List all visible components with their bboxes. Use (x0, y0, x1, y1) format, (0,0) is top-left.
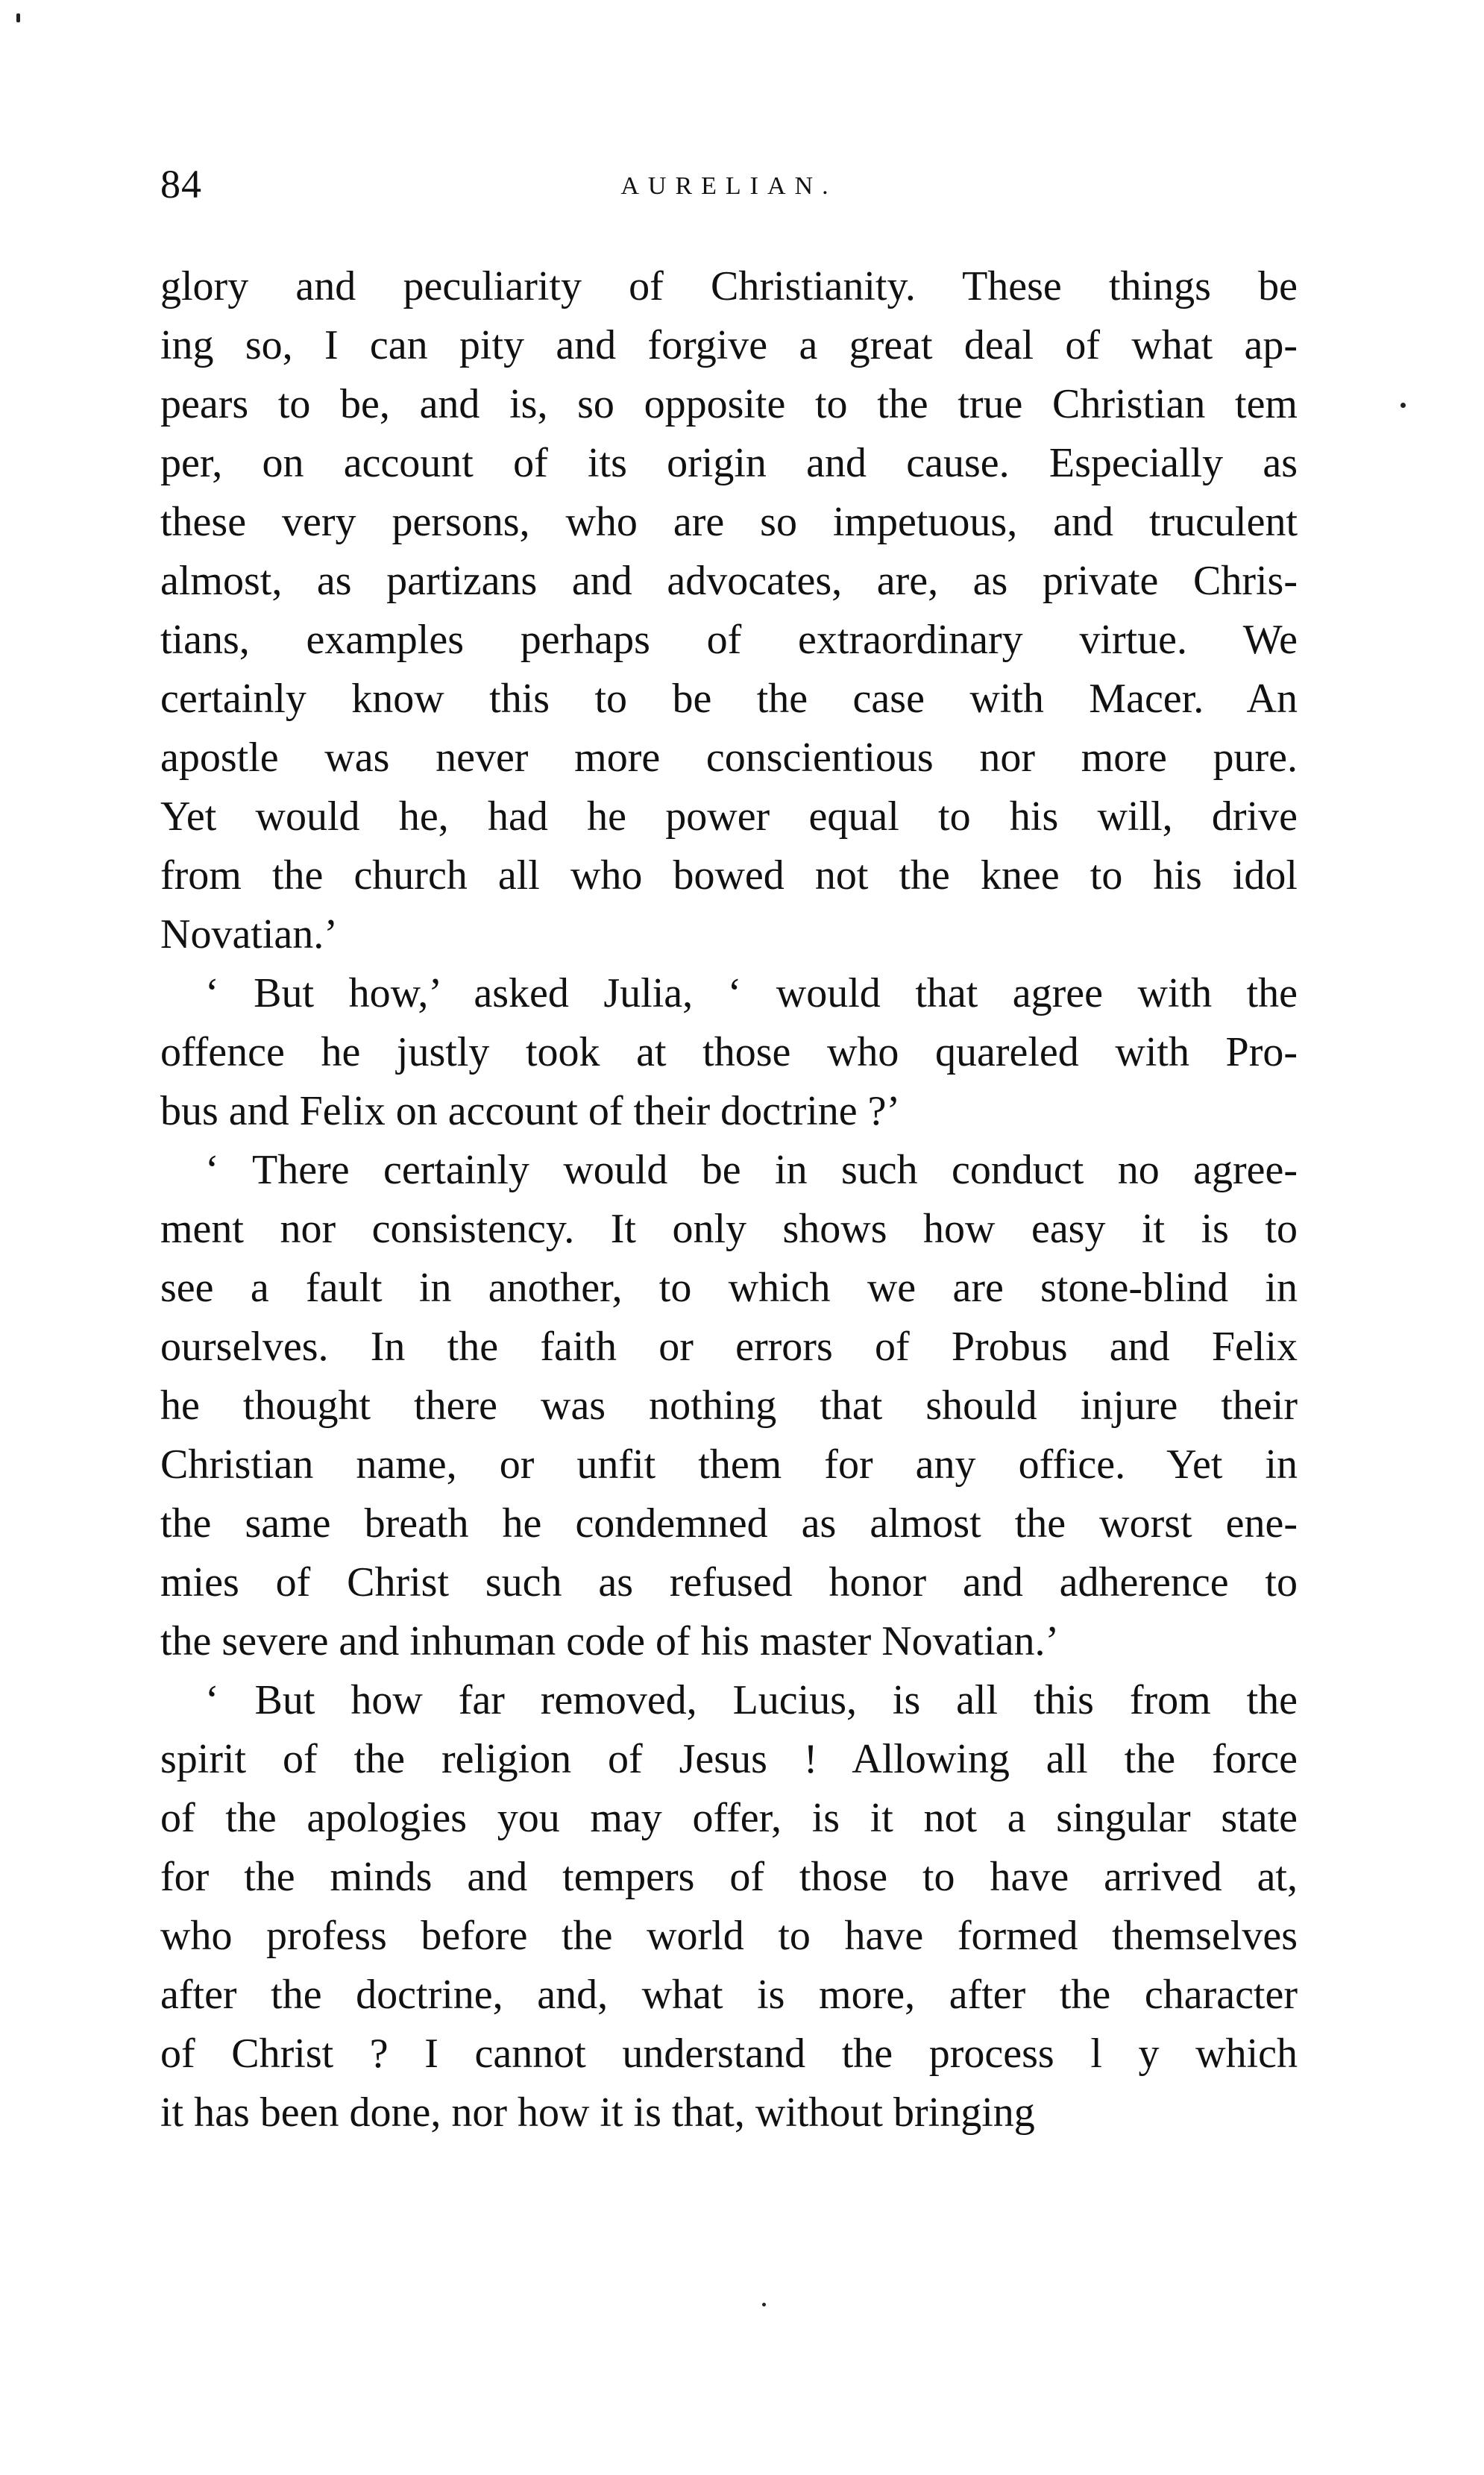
text-line: apostle was never more conscientious nor more pure. (160, 735, 1298, 781)
body-text (160, 257, 1298, 2142)
text-line: these very persons, who are so impetuous, and truculent (160, 499, 1298, 545)
text-line: pears to be, and is, so opposite to the true Christian tem (160, 381, 1298, 427)
running-title: AURELIAN. (620, 172, 837, 200)
stray-mark (762, 2303, 766, 2306)
text-line: after the doctrine, and, what is more, after the character (160, 1972, 1298, 2018)
text-line: of the apologies you may offer, is it not a singular state (160, 1795, 1298, 1841)
text-line: ‘ There certainly would be in such conduct no agree- (205, 1147, 1298, 1193)
stray-mark (16, 13, 20, 22)
text-line: mies of Christ such as refused honor and adherence to (160, 1559, 1298, 1606)
text-line: offence he justly took at those who quareled with Pro- (160, 1029, 1298, 1075)
text-line: spirit of the religion of Jesus ! Allowing all the force (160, 1736, 1298, 1782)
text-line: ourselves. In the faith or errors of Probus and Felix (160, 1324, 1298, 1370)
text-line: Yet would he, had he power equal to his will, drive (160, 793, 1298, 840)
text-line: who profess before the world to have formed themselves (160, 1913, 1298, 1959)
text-line: it has been done, nor how it is that, without bringing (160, 2089, 1035, 2136)
text-line: for the minds and tempers of those to have arrived at, (160, 1854, 1298, 1900)
stray-mark (1400, 403, 1406, 408)
text-line: of Christ ? I cannot understand the process l y which (160, 2031, 1298, 2077)
text-line: he thought there was nothing that should injure their (160, 1383, 1298, 1429)
text-line: per, on account of its origin and cause. Especially as (160, 440, 1298, 486)
text-line: certainly know this to be the case with Macer. An (160, 676, 1298, 722)
page-number: 84 (160, 162, 202, 207)
page-header (160, 158, 1298, 210)
text-line: the same breath he condemned as almost the worst ene- (160, 1500, 1298, 1547)
text-line: glory and peculiarity of Christianity. These things be (160, 263, 1298, 309)
text-line: from the church all who bowed not the knee to his idol (160, 852, 1298, 899)
text-line: the severe and inhuman code of his master Novatian.’ (160, 1618, 1060, 1664)
text-line: ‘ But how far removed, Lucius, is all this from the (205, 1677, 1298, 1723)
text-line: see a fault in another, to which we are stone-blind in (160, 1265, 1298, 1311)
text-line: bus and Felix on account of their doctrine ?’ (160, 1088, 901, 1134)
text-line: ‘ But how,’ asked Julia, ‘ would that agree with the (205, 970, 1298, 1016)
text-line: ment nor consistency. It only shows how easy it is to (160, 1206, 1298, 1252)
text-line: ing so, I can pity and forgive a great deal of what ap- (160, 322, 1298, 368)
text-line: Novatian.’ (160, 911, 338, 957)
text-line: tians, examples perhaps of extraordinary virtue. We (160, 617, 1298, 663)
text-line: Christian name, or unfit them for any office. Yet in (160, 1441, 1298, 1488)
text-line: almost, as partizans and advocates, are, as private Chris- (160, 558, 1298, 604)
